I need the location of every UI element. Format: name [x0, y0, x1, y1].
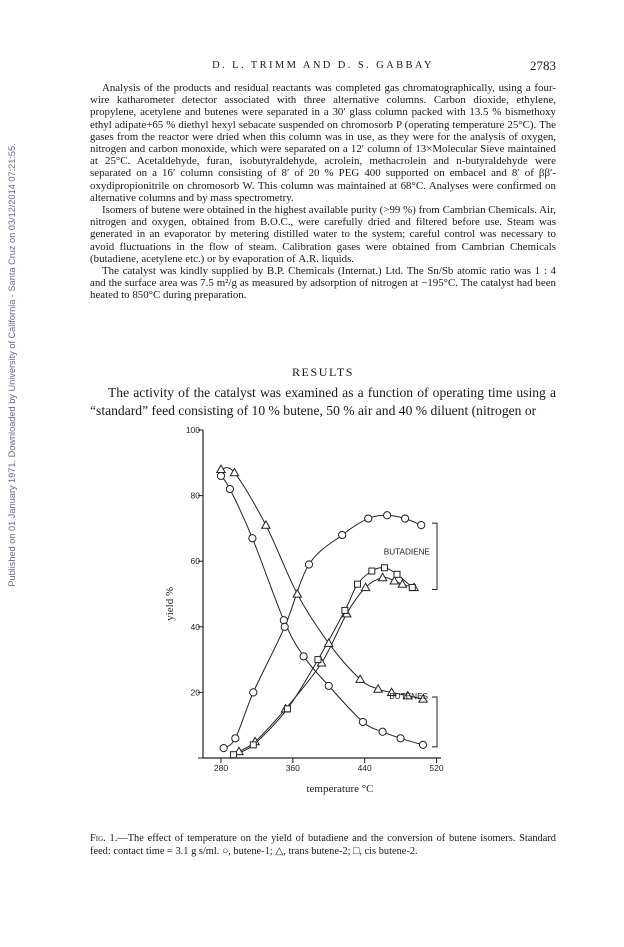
x-tick-label: 440 — [357, 763, 372, 773]
section-heading: RESULTS — [291, 365, 355, 379]
circle-marker — [401, 515, 408, 522]
square-marker — [284, 706, 290, 712]
figure-1-chart — [0, 420, 624, 820]
methods-text — [90, 82, 556, 302]
circle-marker — [217, 472, 224, 479]
circle-marker — [250, 689, 257, 696]
annotation-label: BUTENES — [389, 691, 429, 701]
y-tick-label: 80 — [190, 490, 200, 501]
circle-marker — [365, 515, 372, 522]
chart-markers — [217, 465, 427, 758]
y-tick-label: 60 — [190, 556, 200, 567]
annotation-label: BUTADIENE — [383, 547, 430, 557]
circle-marker — [249, 535, 256, 542]
square-marker — [381, 565, 387, 571]
author-line: D. L. TRIMM AND D. S. GABBAY — [212, 60, 434, 71]
circle-marker — [359, 718, 366, 725]
chart-axes — [198, 430, 441, 763]
series-line-3 — [239, 577, 414, 751]
circle-marker — [281, 623, 288, 630]
circle-marker — [384, 512, 391, 519]
circle-marker — [418, 522, 425, 529]
circle-marker — [379, 728, 386, 735]
page-number: 2783 — [530, 58, 556, 73]
circle-marker — [300, 653, 307, 660]
download-watermark: Published on 01 January 1971. Downloaded by University of California - Santa Cruz on 03/12/2014 07:21:55. — [7, 143, 17, 587]
triangle-marker — [325, 639, 333, 646]
triangle-marker — [293, 590, 301, 597]
y-tick-label: 100 — [185, 425, 200, 435]
circle-marker — [280, 617, 287, 624]
square-marker — [369, 568, 375, 574]
circle-marker — [220, 745, 227, 752]
y-tick-label: 20 — [190, 687, 200, 698]
square-marker — [315, 657, 321, 663]
caption-label: Fig. 1. — [90, 833, 118, 844]
circle-marker — [325, 682, 332, 689]
square-marker — [409, 584, 415, 590]
group-bracket-butadiene — [432, 523, 437, 589]
square-marker — [250, 742, 256, 748]
circle-marker — [397, 735, 404, 742]
y-axis-title: yield % — [164, 586, 176, 621]
figure-caption — [90, 833, 556, 858]
results-text — [90, 384, 556, 419]
circle-marker — [232, 735, 239, 742]
running-head — [90, 60, 556, 76]
square-marker — [354, 581, 360, 587]
circle-marker — [339, 531, 346, 538]
square-marker — [342, 607, 348, 613]
circle-marker — [419, 741, 426, 748]
triangle-marker — [262, 521, 270, 528]
y-tick-label: 40 — [190, 621, 200, 632]
x-tick-label: 360 — [285, 763, 300, 773]
paragraph-analysis: Analysis of the products and residual reactants was completed gas chromatographically, using a four-wire katharometer detector associated with three alternative columns. Carbon dioxide, ethylene, propylene, acetylene and butenes were separated in a 30′ glass column packed with 13.5 % bismethoxy ethyl adipate+65 % diethyl hexyl sebacate suspended on chromosorb P (operating temperature 25°C). The gases from the reactor were dried when this column was in use, as they were for the analysis of oxygen, nitrogen and carbon monoxide, which were separated on a 12′ column of 13×Molecular Sieve maintained at 25°C. Acetaldehyde, furan, isobutyraldehyde, acrolein, methacrolein and n-butyraldehyde were separated on a 16′ column consisting of 8′ of 20 % PEG 400 supported on embacel and 8′ of ββ′-oxydipropionitrile on chromosorb W. This column was maintained at 68°C. Analyses were confirmed on alternative columns and by mass spectrometry. — [90, 82, 556, 204]
square-marker — [231, 752, 237, 758]
series-line-0 — [221, 476, 423, 745]
triangle-marker — [374, 685, 382, 692]
group-bracket-butenes — [432, 697, 437, 747]
paragraph-catalyst: The catalyst was kindly supplied by B.P. Chemicals (Internat.) Ltd. The Sn/Sb atomic ratio was 1 : 4 and the surface area was 7.5 m²/g as measured by adsorption of nitrogen at −195°C. The catalyst had been heated to 850°C during preparation. — [90, 265, 556, 302]
paragraph-materials: Isomers of butene were obtained in the highest available purity (>99 %) from Cambrian Chemicals. Air, nitrogen and oxygen, obtained from B.O.C., were carefully dried and filtered before use. Steam was generated in an evaporator by metering distilled water to the system; careful control was necessary to avoid fluctuations in the flow of steam. Calibration gases were obtained from Cambrian Chemicals (butadiene, acetylene etc.) or by evaporation of A.R. liquids. — [90, 204, 556, 265]
square-marker — [394, 571, 400, 577]
circle-marker — [305, 561, 312, 568]
caption-text: —The effect of temperature on the yield of butadiene and the conversion of butene isomers. Standard feed: contact time = 3.1 g s/ml. ○, butene-1; △, trans butene-2; □, cis butene-2. — [90, 833, 556, 857]
x-axis-title: temperature °C — [306, 783, 374, 795]
paragraph-results: The activity of the catalyst was examined as a function of operating time using a “standard” feed consisting of 10 % butene, 50 % air and 40 % diluent (nitrogen or — [90, 385, 556, 418]
x-tick-label: 520 — [429, 763, 444, 773]
x-tick-label: 280 — [213, 763, 229, 773]
circle-marker — [226, 485, 233, 492]
chart-curves — [221, 468, 437, 755]
